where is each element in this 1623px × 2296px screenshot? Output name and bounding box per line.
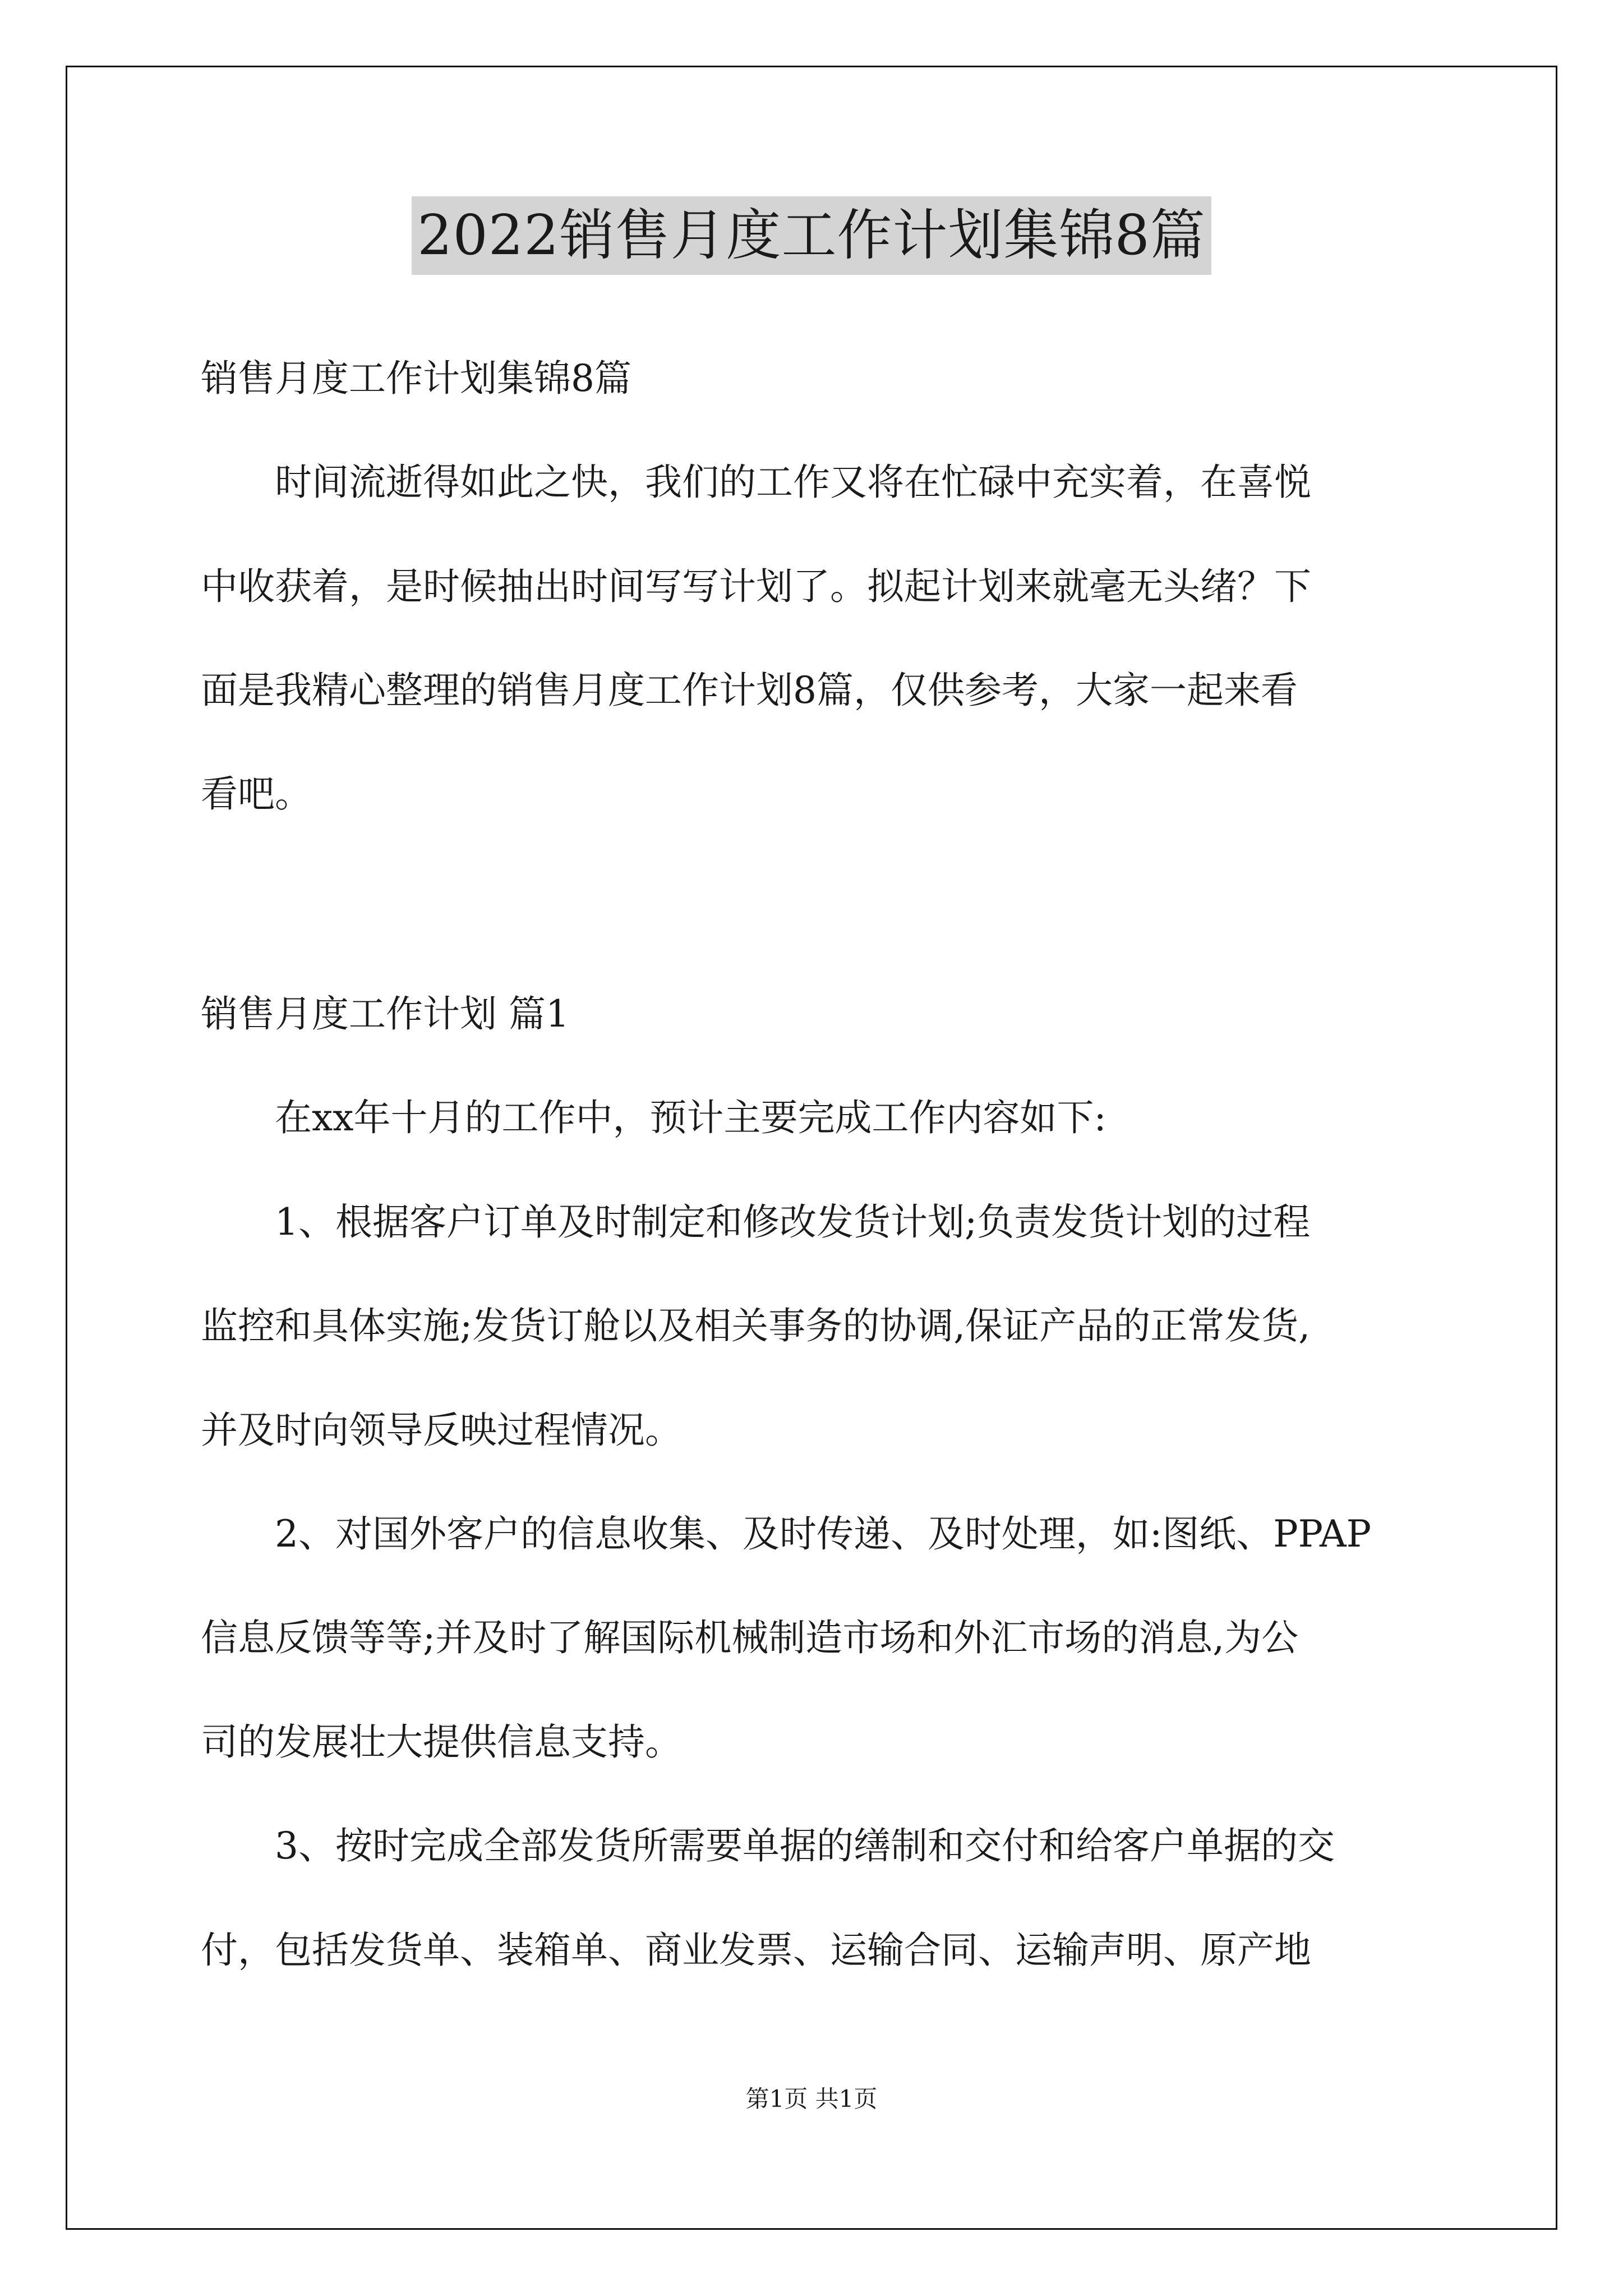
intro-line-4: 看吧。	[201, 772, 312, 816]
body-line-1: 在xx年十月的工作中，预计主要完成工作内容如下:	[275, 1096, 1106, 1139]
body-line-7: 司的发展壮大提供信息支持。	[201, 1720, 682, 1764]
body-line-4: 并及时向领导反映过程情况。	[201, 1409, 682, 1452]
section-heading: 销售月度工作计划 篇1	[201, 992, 569, 1036]
page-title: 2022销售月度工作计划集锦8篇	[412, 196, 1211, 275]
title-container	[0, 196, 1623, 275]
body-line-8: 3、按时完成全部发货所需要单据的缮制和交付和给客户单据的交	[275, 1824, 1335, 1867]
body-line-6: 信息反馈等等;并及时了解国际机械制造市场和外汇市场的消息,为公	[201, 1616, 1299, 1659]
body-line-9: 付，包括发货单、装箱单、商业发票、运输合同、运输声明、原产地	[201, 1929, 1311, 1972]
body-line-2: 1、根据客户订单及时制定和修改发货计划;负责发货计划的过程	[275, 1200, 1311, 1244]
intro-line-1: 时间流逝得如此之快，我们的工作又将在忙碌中充实着，在喜悦	[275, 461, 1311, 504]
intro-line-3: 面是我精心整理的销售月度工作计划8篇，仅供参考，大家一起来看	[201, 669, 1298, 712]
body-line-3: 监控和具体实施;发货订舱以及相关事务的协调,保证产品的正常发货,	[201, 1304, 1311, 1347]
subtitle: 销售月度工作计划集锦8篇	[201, 357, 631, 400]
page-footer: 第1页 共1页	[745, 2085, 878, 2113]
body-line-5: 2、对国外客户的信息收集、及时传递、及时处理，如:图纸、PPAP	[275, 1512, 1372, 1556]
intro-line-2: 中收获着，是时候抽出时间写写计划了。拟起计划来就毫无头绪？下	[201, 565, 1311, 608]
